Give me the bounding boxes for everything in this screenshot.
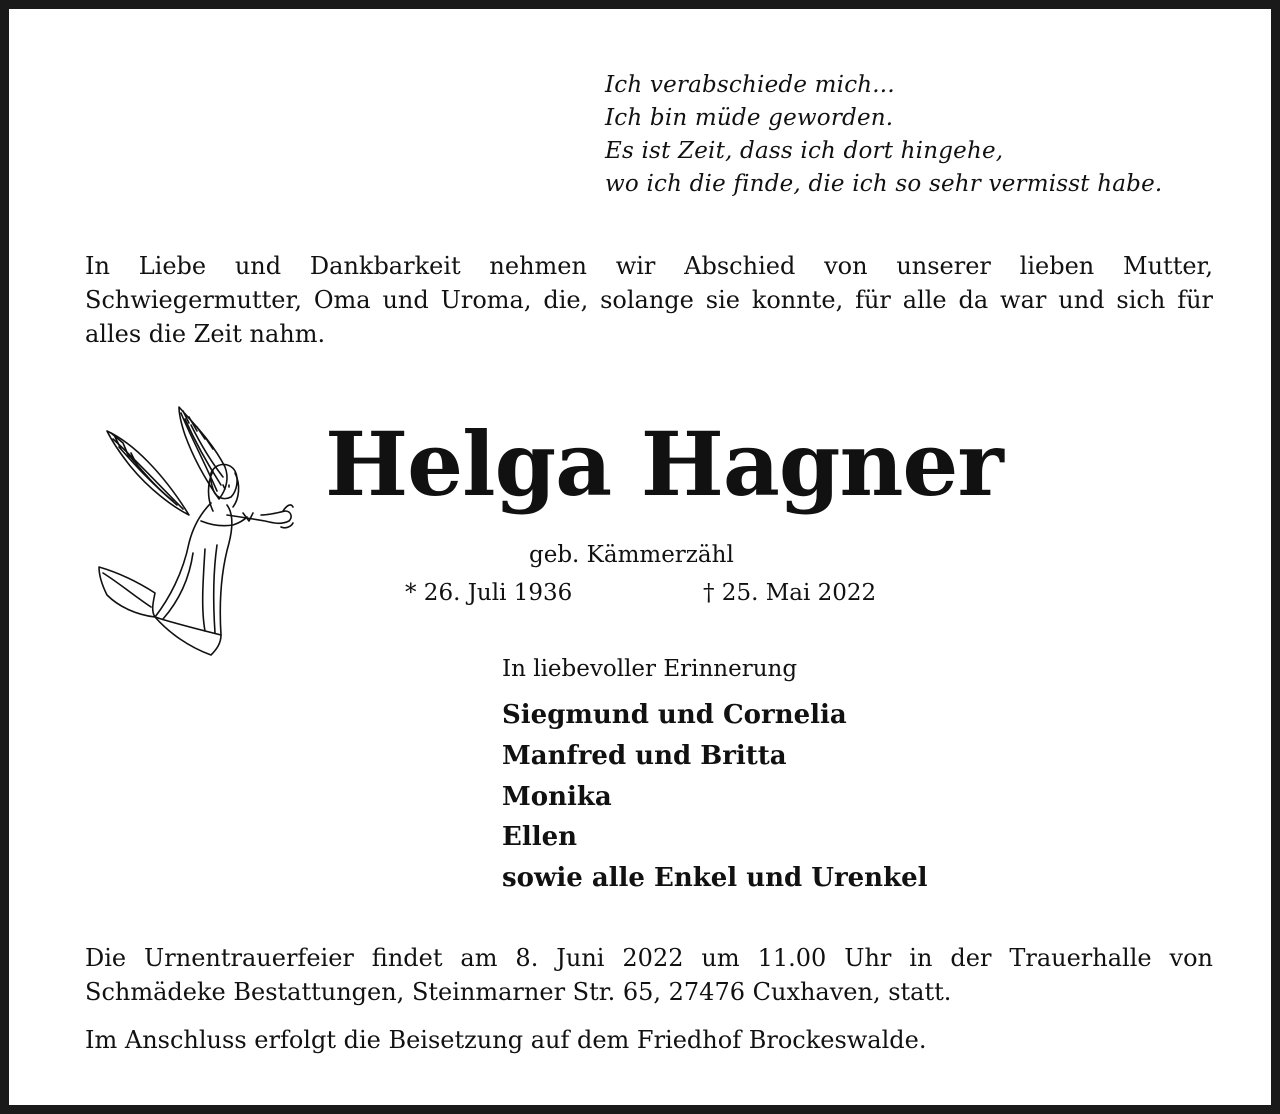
burial-info: Im Anschluss erfolgt die Beisetzung auf dem Friedhof Brockeswalde. <box>85 1026 927 1054</box>
death-date: † 25. Mai 2022 <box>703 580 877 606</box>
mourner-list <box>502 695 928 899</box>
angel-icon <box>93 403 299 659</box>
poem-line: Ich bin müde geworden. <box>605 105 894 131</box>
poem <box>605 69 1245 201</box>
mourner-name: Ellen <box>502 822 578 853</box>
poem-line: Ich verabschiede mich... <box>605 72 895 98</box>
maiden-name: geb. Kämmerzähl <box>529 542 734 568</box>
deceased-name: Helga Hagner <box>325 412 1003 516</box>
poem-line: wo ich die finde, die ich so sehr vermisst habe. <box>605 171 1163 197</box>
mourner-name: Monika <box>502 781 612 812</box>
intro-text: In Liebe und Dankbarkeit nehmen wir Abschied von unserer lieben Mutter, Schwiegermutter, Oma und Uroma, die, solange sie konnte, für alle da war und sich für alles die Zeit nahm. <box>85 252 1213 348</box>
memory-heading: In liebevoller Erinnerung <box>502 656 798 682</box>
poem-line: Es ist Zeit, dass ich dort hingehe, <box>605 138 1004 164</box>
birth-date: * 26. Juli 1936 <box>405 580 573 606</box>
mourner-name: Manfred und Britta <box>502 740 787 771</box>
ceremony-info: Die Urnentrauerfeier findet am 8. Juni 2022 um 11.00 Uhr in der Trauerhalle von Schmädeke Bestattungen, Steinmarner Str. 65, 27476 Cuxhaven, statt. <box>85 944 1213 1006</box>
mourner-name: sowie alle Enkel und Urenkel <box>502 863 928 894</box>
mourner-name: Siegmund und Cornelia <box>502 700 847 730</box>
